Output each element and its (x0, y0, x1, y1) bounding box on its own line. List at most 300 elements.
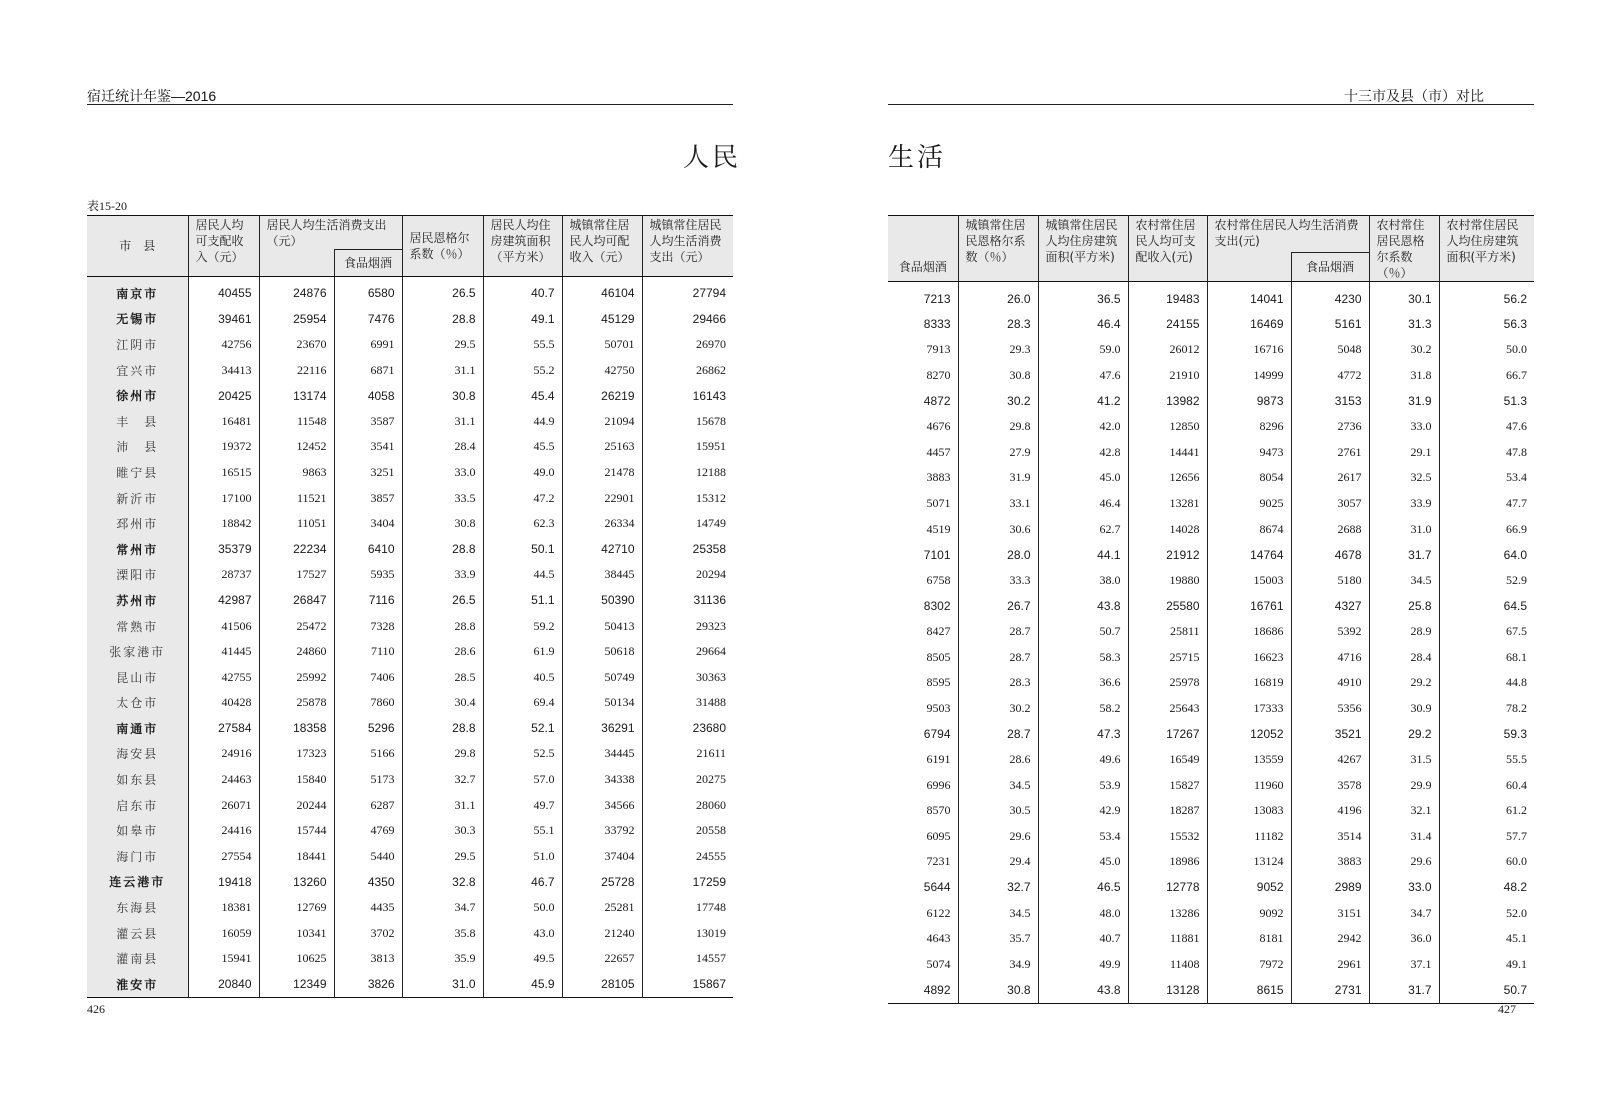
value-cell: 16716 (1207, 337, 1291, 363)
value-cell: 20244 (259, 792, 334, 818)
value-cell: 27554 (188, 844, 259, 870)
value-cell: 47.3 (1038, 721, 1128, 747)
value-cell: 52.5 (483, 741, 562, 767)
value-cell: 29.5 (402, 332, 483, 358)
value-cell: 53.4 (1439, 465, 1534, 491)
value-cell: 78.2 (1439, 696, 1534, 722)
value-cell: 11521 (259, 485, 334, 511)
value-cell: 13559 (1207, 747, 1291, 773)
value-cell: 31.0 (402, 972, 483, 998)
value-cell: 25163 (562, 434, 642, 460)
value-cell: 56.3 (1439, 312, 1534, 338)
value-cell: 6991 (334, 332, 402, 358)
value-cell: 11548 (259, 408, 334, 434)
value-cell: 31488 (642, 690, 733, 716)
value-cell: 3826 (334, 972, 402, 998)
value-cell: 33792 (562, 818, 642, 844)
value-cell: 7213 (923, 291, 951, 306)
value-cell: 24916 (188, 741, 259, 767)
value-cell: 8270 (926, 368, 951, 383)
table-row (87, 332, 733, 358)
value-cell: 42.8 (1038, 440, 1128, 466)
table-row (888, 644, 1534, 670)
value-cell: 29.2 (1369, 721, 1439, 747)
value-cell: 32.8 (402, 869, 483, 895)
col-header-rural-food: 食品烟酒 (1291, 253, 1369, 282)
value-cell: 28.3 (958, 312, 1038, 338)
value-cell: 3404 (334, 511, 402, 537)
value-cell: 34413 (188, 357, 259, 383)
value-cell: 4910 (1291, 670, 1369, 696)
value-cell: 24155 (1128, 312, 1207, 338)
value-cell: 14028 (1128, 516, 1207, 542)
value-cell: 31.0 (1369, 516, 1439, 542)
table-row (888, 747, 1534, 773)
value-cell: 46.4 (1038, 491, 1128, 517)
value-cell: 22901 (562, 485, 642, 511)
value-cell: 6122 (926, 905, 951, 920)
value-cell: 27584 (188, 716, 259, 742)
value-cell: 26.7 (958, 593, 1038, 619)
value-cell: 13083 (1207, 798, 1291, 824)
value-cell: 30.9 (1369, 696, 1439, 722)
value-cell: 12769 (259, 895, 334, 921)
value-cell: 5161 (1291, 312, 1369, 338)
value-cell: 47.7 (1439, 491, 1534, 517)
value-cell: 33.5 (402, 485, 483, 511)
value-cell: 30.4 (402, 690, 483, 716)
table-row (888, 516, 1534, 542)
value-cell: 4678 (1291, 542, 1369, 568)
value-cell: 44.9 (483, 408, 562, 434)
value-cell: 25580 (1128, 593, 1207, 619)
value-cell: 29664 (642, 639, 733, 665)
value-cell: 53.9 (1038, 772, 1128, 798)
city-name-cell: 苏州市 (87, 588, 188, 614)
table-row (87, 639, 733, 665)
value-cell: 52.0 (1439, 900, 1534, 926)
header-rule-right (888, 104, 1534, 105)
value-cell: 36.6 (1038, 670, 1128, 696)
value-cell: 28.4 (402, 434, 483, 460)
value-cell: 61.9 (483, 639, 562, 665)
value-cell: 66.9 (1439, 516, 1534, 542)
value-cell: 42987 (188, 588, 259, 614)
value-cell: 50.0 (1439, 337, 1534, 363)
value-cell: 51.1 (483, 588, 562, 614)
value-cell: 22116 (259, 357, 334, 383)
value-cell: 8181 (1207, 926, 1291, 952)
city-name-cell: 启东市 (87, 792, 188, 818)
value-cell: 41.2 (1038, 388, 1128, 414)
value-cell: 17748 (642, 895, 733, 921)
value-cell: 7116 (334, 588, 402, 614)
value-cell: 18381 (188, 895, 259, 921)
table-row (87, 511, 733, 537)
value-cell: 26847 (259, 588, 334, 614)
value-cell: 7328 (334, 613, 402, 639)
city-name-cell: 南通市 (87, 716, 188, 742)
city-name-cell: 灌云县 (87, 920, 188, 946)
table-row (87, 383, 733, 409)
value-cell: 8054 (1207, 465, 1291, 491)
value-cell: 41506 (188, 613, 259, 639)
value-cell: 18842 (188, 511, 259, 537)
value-cell: 49.1 (1439, 951, 1534, 977)
table-row (87, 408, 733, 434)
col-header-urban-food: 食品烟酒 (888, 253, 958, 282)
table-row (87, 741, 733, 767)
city-name-cell: 海安县 (87, 741, 188, 767)
value-cell: 13174 (259, 383, 334, 409)
table-row (888, 388, 1534, 414)
col-header-engel: 居民恩格尔系数（％） (402, 216, 483, 277)
header-rule-left (87, 104, 733, 105)
value-cell: 21611 (642, 741, 733, 767)
value-cell: 28.7 (958, 644, 1038, 670)
value-cell: 4716 (1291, 644, 1369, 670)
value-cell: 16143 (642, 383, 733, 409)
value-cell: 16515 (188, 460, 259, 486)
value-cell: 22657 (562, 946, 642, 972)
table-row (888, 721, 1534, 747)
value-cell: 29466 (642, 306, 733, 332)
value-cell: 16761 (1207, 593, 1291, 619)
value-cell: 31.9 (1369, 388, 1439, 414)
value-cell: 58.3 (1038, 644, 1128, 670)
table-row (87, 536, 733, 562)
value-cell: 52.1 (483, 716, 562, 742)
value-cell: 28.4 (1369, 644, 1439, 670)
value-cell: 34.5 (958, 772, 1038, 798)
value-cell: 4058 (334, 383, 402, 409)
col-header-rural-housing: 农村常住居民人均住房建筑面积(平方米) (1439, 216, 1534, 282)
value-cell: 28.8 (402, 613, 483, 639)
value-cell: 34.5 (1369, 568, 1439, 594)
col-header-urban-engel: 城镇常住居民恩格尔系数（％） (958, 216, 1038, 282)
value-cell: 15941 (188, 946, 259, 972)
value-cell: 59.3 (1439, 721, 1534, 747)
city-name-cell: 江阴市 (87, 332, 188, 358)
value-cell: 10625 (259, 946, 334, 972)
value-cell: 28.5 (402, 664, 483, 690)
value-cell: 32.1 (1369, 798, 1439, 824)
value-cell: 42750 (562, 357, 642, 383)
value-cell: 36.0 (1369, 926, 1439, 952)
value-cell: 69.4 (483, 690, 562, 716)
value-cell: 24876 (259, 276, 334, 306)
value-cell: 28.7 (958, 619, 1038, 645)
value-cell: 20275 (642, 767, 733, 793)
value-cell: 5356 (1291, 696, 1369, 722)
value-cell: 40.5 (483, 664, 562, 690)
value-cell: 17259 (642, 869, 733, 895)
value-cell: 25.8 (1369, 593, 1439, 619)
value-cell: 31.4 (1369, 823, 1439, 849)
section-title-right: 生活 (888, 143, 947, 173)
value-cell: 4676 (926, 419, 951, 434)
city-name-cell: 如东县 (87, 767, 188, 793)
value-cell: 43.0 (483, 920, 562, 946)
value-cell: 14999 (1207, 363, 1291, 389)
value-cell: 26.5 (402, 276, 483, 306)
value-cell: 50749 (562, 664, 642, 690)
value-cell: 4457 (926, 444, 951, 459)
value-cell: 30.3 (402, 818, 483, 844)
value-cell: 30.2 (958, 388, 1038, 414)
value-cell: 7101 (923, 547, 951, 562)
page-number-left: 426 (87, 1002, 105, 1016)
value-cell: 12850 (1128, 414, 1207, 440)
value-cell: 9092 (1207, 900, 1291, 926)
value-cell: 3883 (926, 470, 951, 485)
value-cell: 30.2 (1369, 337, 1439, 363)
table-row (888, 875, 1534, 901)
value-cell: 15312 (642, 485, 733, 511)
value-cell: 31.8 (1369, 363, 1439, 389)
value-cell: 47.2 (483, 485, 562, 511)
value-cell: 25954 (259, 306, 334, 332)
value-cell: 15678 (642, 408, 733, 434)
value-cell: 34.9 (958, 951, 1038, 977)
value-cell: 41445 (188, 639, 259, 665)
value-cell: 18441 (259, 844, 334, 870)
value-cell: 5644 (923, 880, 951, 895)
value-cell: 29.5 (402, 844, 483, 870)
value-cell: 9503 (926, 700, 951, 715)
value-cell: 34566 (562, 792, 642, 818)
value-cell: 18686 (1207, 619, 1291, 645)
value-cell: 14764 (1207, 542, 1291, 568)
table-row (87, 869, 733, 895)
value-cell: 19418 (188, 869, 259, 895)
page-number-right: 427 (1498, 1002, 1516, 1016)
value-cell: 25992 (259, 664, 334, 690)
value-cell: 8570 (926, 803, 951, 818)
value-cell: 3251 (334, 460, 402, 486)
value-cell: 45.0 (1038, 849, 1128, 875)
value-cell: 6871 (334, 357, 402, 383)
value-cell: 25358 (642, 536, 733, 562)
col-header-urban-consumption: 城镇常住居民人均生活消费支出（元） (642, 216, 733, 277)
value-cell: 15532 (1128, 823, 1207, 849)
city-name-cell: 东海县 (87, 895, 188, 921)
table-row (888, 337, 1534, 363)
value-cell: 28060 (642, 792, 733, 818)
value-cell: 2617 (1291, 465, 1369, 491)
value-cell: 55.5 (1439, 747, 1534, 773)
table-row (87, 792, 733, 818)
col-header-rural-consumption: 农村常住居民人均生活消费支出(元) (1207, 216, 1369, 253)
city-name-cell: 南京市 (87, 276, 188, 306)
col-header-urban-housing: 城镇常住居民人均住房建筑面积(平方米) (1038, 216, 1128, 282)
value-cell: 24416 (188, 818, 259, 844)
value-cell: 4350 (334, 869, 402, 895)
value-cell: 13019 (642, 920, 733, 946)
value-cell: 31.5 (1369, 747, 1439, 773)
value-cell: 33.0 (1369, 875, 1439, 901)
value-cell: 4196 (1291, 798, 1369, 824)
table-row (888, 900, 1534, 926)
value-cell: 5296 (334, 716, 402, 742)
value-cell: 24463 (188, 767, 259, 793)
value-cell: 18986 (1128, 849, 1207, 875)
value-cell: 59.2 (483, 613, 562, 639)
value-cell: 31136 (642, 588, 733, 614)
table-row (87, 613, 733, 639)
value-cell: 4772 (1291, 363, 1369, 389)
value-cell: 45.1 (1439, 926, 1534, 952)
value-cell: 30.8 (958, 977, 1038, 1003)
value-cell: 26.0 (958, 282, 1038, 312)
table-row (87, 562, 733, 588)
value-cell: 17333 (1207, 696, 1291, 722)
table-row (87, 276, 733, 306)
value-cell: 24860 (259, 639, 334, 665)
value-cell: 62.7 (1038, 516, 1128, 542)
value-cell: 15744 (259, 818, 334, 844)
value-cell: 29.1 (1369, 440, 1439, 466)
value-cell: 26012 (1128, 337, 1207, 363)
value-cell: 50.0 (483, 895, 562, 921)
value-cell: 60.4 (1439, 772, 1534, 798)
table-row (87, 588, 733, 614)
value-cell: 48.0 (1038, 900, 1128, 926)
value-cell: 33.0 (402, 460, 483, 486)
value-cell: 12052 (1207, 721, 1291, 747)
value-cell: 29.4 (958, 849, 1038, 875)
value-cell: 28.7 (958, 721, 1038, 747)
value-cell: 19483 (1128, 282, 1207, 312)
value-cell: 33.3 (958, 568, 1038, 594)
value-cell: 5440 (334, 844, 402, 870)
table-row (87, 946, 733, 972)
table-row (888, 363, 1534, 389)
table-row (888, 542, 1534, 568)
value-cell: 42.0 (1038, 414, 1128, 440)
value-cell: 26862 (642, 357, 733, 383)
value-cell: 43.8 (1038, 977, 1128, 1003)
value-cell: 15840 (259, 767, 334, 793)
value-cell: 6191 (926, 751, 951, 766)
city-name-cell: 昆山市 (87, 664, 188, 690)
value-cell: 17527 (259, 562, 334, 588)
value-cell: 34.7 (1369, 900, 1439, 926)
city-name-cell: 徐州市 (87, 383, 188, 409)
table-row (87, 357, 733, 383)
value-cell: 13982 (1128, 388, 1207, 414)
city-name-cell: 宜兴市 (87, 357, 188, 383)
value-cell: 5074 (926, 956, 951, 971)
value-cell: 20840 (188, 972, 259, 998)
value-cell: 15003 (1207, 568, 1291, 594)
value-cell: 4872 (923, 394, 951, 409)
value-cell: 57.7 (1439, 823, 1534, 849)
table-row (888, 282, 1534, 312)
value-cell: 25715 (1128, 644, 1207, 670)
city-name-cell: 灌南县 (87, 946, 188, 972)
value-cell: 26.5 (402, 588, 483, 614)
value-cell: 13286 (1128, 900, 1207, 926)
value-cell: 37404 (562, 844, 642, 870)
value-cell: 2942 (1291, 926, 1369, 952)
value-cell: 13260 (259, 869, 334, 895)
table-row (87, 664, 733, 690)
value-cell: 5173 (334, 767, 402, 793)
value-cell: 34.7 (402, 895, 483, 921)
value-cell: 18287 (1128, 798, 1207, 824)
value-cell: 19372 (188, 434, 259, 460)
value-cell: 42756 (188, 332, 259, 358)
value-cell: 49.1 (483, 306, 562, 332)
value-cell: 28.8 (402, 536, 483, 562)
value-cell: 8674 (1207, 516, 1291, 542)
value-cell: 28.6 (402, 639, 483, 665)
col-header-rural-engel: 农村常住居民恩格尔系数（％） (1369, 216, 1439, 282)
value-cell: 49.9 (1038, 951, 1128, 977)
value-cell: 26071 (188, 792, 259, 818)
value-cell: 6580 (334, 276, 402, 306)
value-cell: 30.8 (402, 383, 483, 409)
value-cell: 6410 (334, 536, 402, 562)
value-cell: 30.5 (958, 798, 1038, 824)
value-cell: 36291 (562, 716, 642, 742)
value-cell: 2761 (1291, 440, 1369, 466)
value-cell: 55.2 (483, 357, 562, 383)
value-cell: 4769 (334, 818, 402, 844)
value-cell: 2731 (1291, 977, 1369, 1003)
value-cell: 43.8 (1038, 593, 1128, 619)
value-cell: 10341 (259, 920, 334, 946)
value-cell: 60.0 (1439, 849, 1534, 875)
value-cell: 42755 (188, 664, 259, 690)
value-cell: 46.7 (483, 869, 562, 895)
value-cell: 5071 (926, 496, 951, 511)
city-name-cell: 丰 县 (87, 408, 188, 434)
section-title-left: 人民 (683, 143, 742, 173)
value-cell: 5048 (1291, 337, 1369, 363)
value-cell: 11960 (1207, 772, 1291, 798)
table-number: 表15-20 (87, 199, 127, 213)
value-cell: 36.5 (1038, 282, 1128, 312)
table-row (87, 485, 733, 511)
value-cell: 31.1 (402, 792, 483, 818)
value-cell: 50.7 (1439, 977, 1534, 1003)
city-name-cell: 连云港市 (87, 869, 188, 895)
value-cell: 49.6 (1038, 747, 1128, 773)
value-cell: 9863 (259, 460, 334, 486)
value-cell: 40455 (188, 276, 259, 306)
value-cell: 4892 (923, 982, 951, 997)
value-cell: 16623 (1207, 644, 1291, 670)
value-cell: 8427 (926, 624, 951, 639)
value-cell: 15951 (642, 434, 733, 460)
value-cell: 25878 (259, 690, 334, 716)
value-cell: 35379 (188, 536, 259, 562)
value-cell: 11051 (259, 511, 334, 537)
value-cell: 7860 (334, 690, 402, 716)
value-cell: 6095 (926, 828, 951, 843)
value-cell: 12452 (259, 434, 334, 460)
value-cell: 2736 (1291, 414, 1369, 440)
value-cell: 14749 (642, 511, 733, 537)
value-cell: 20294 (642, 562, 733, 588)
value-cell: 15867 (642, 972, 733, 998)
value-cell: 31.3 (1369, 312, 1439, 338)
value-cell: 51.0 (483, 844, 562, 870)
value-cell: 29.6 (958, 823, 1038, 849)
value-cell: 31.7 (1369, 542, 1439, 568)
